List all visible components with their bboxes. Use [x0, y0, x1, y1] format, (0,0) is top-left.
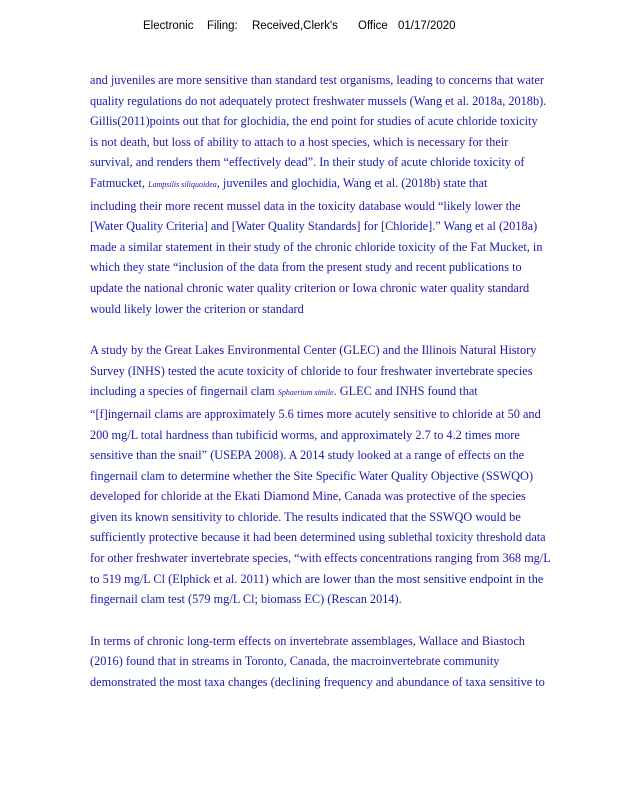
text-line: demonstrated the most taxa changes (declining frequency and abundance of taxa sensitive to	[90, 675, 545, 690]
text-line: quality regulations do not adequately protect freshwater mussels (Wang et al. 2018a, 2018b).	[90, 93, 547, 108]
header-date: 01/17/2020	[398, 20, 456, 32]
text-line: including their more recent mussel data in the toxicity database would “likely lower the	[90, 198, 521, 213]
text-line: In terms of chronic long-term effects on invertebrate assemblages, Wallace and Biastoch	[90, 633, 525, 648]
text-line: “[f]ingernail clams are approximately 5.6 times more acutely sensitive to chloride at 50 and	[90, 406, 541, 421]
text-fragment: . GLEC and INHS found that	[333, 384, 478, 399]
paragraph-fingernail-clam	[90, 340, 595, 610]
text-line: fingernail clam to determine whether the Site Specific Water Quality Objective (SSWQO)	[90, 468, 534, 483]
species-name-italic: Sphaerium simile	[277, 388, 334, 398]
text-fragment: , juveniles and glochidia, Wang et al. (2018b) state that	[216, 175, 488, 190]
header-office: Office	[358, 20, 388, 32]
text-line: sensitive than the snail” (USEPA 2008). A 2014 study looked at a range of effects on the	[90, 448, 525, 463]
text-line: sufficiently protective because it had been determined using sublethal toxicity threshold data	[90, 530, 546, 545]
text-line: Survey (INHS) tested the acute toxicity of chloride to four freshwater invertebrate species	[90, 363, 533, 378]
header-electronic: Electronic	[143, 20, 194, 32]
text-line: A study by the Great Lakes Environmental Center (GLEC) and the Illinois Natural History	[90, 343, 537, 358]
header-filing: Filing:	[207, 20, 238, 32]
text-line: 200 mg/L total hardness than tubificid worms, and approximately 2.7 to 4.2 times more	[90, 427, 520, 442]
text-line: made a similar statement in their study of the chronic chloride toxicity of the Fat Mucket, in	[90, 239, 543, 254]
text-line: developed for chloride at the Ekati Diamond Mine, Canada was protective of the species	[90, 489, 526, 504]
text-line: would likely lower the criterion or standard	[90, 301, 304, 316]
text-fragment: including a species of fingernail clam	[90, 384, 275, 399]
text-line-species	[90, 173, 595, 196]
paragraph-chronic-effects	[90, 631, 595, 693]
text-line: survival, and renders them “effectively dead”. In their study of acute chloride toxicity of	[90, 155, 525, 170]
header-received: Received,Clerk's	[252, 20, 338, 32]
text-line: [Water Quality Criteria] and [Water Quality Standards] for [Chloride].” Wang et al (2018a)	[90, 219, 538, 234]
text-line-species	[90, 381, 595, 404]
text-line: and juveniles are more sensitive than standard test organisms, leading to concerns that water	[90, 73, 544, 87]
text-fragment: Fatmucket,	[90, 175, 145, 190]
text-line: to 519 mg/L Cl (Elphick et al. 2011) which are lower than the most sensitive endpoint in the	[90, 571, 544, 586]
text-line: Gillis(2011)points out that for glochidia, the end point for studies of acute chloride toxicity	[90, 114, 538, 129]
document-body	[90, 70, 595, 693]
text-line: for other freshwater invertebrate species, “with effects concentrations ranging from 368 mg/L	[90, 551, 551, 566]
text-line: (2016) found that in streams in Toronto, Canada, the macroinvertebrate community	[90, 654, 500, 669]
paragraph-mussels	[90, 70, 595, 319]
text-line: given its known sensitivity to chloride. The results indicated that the SSWQO would be	[90, 509, 521, 524]
text-line: update the national chronic water quality criterion or Iowa chronic water quality standard	[90, 280, 530, 295]
text-line: fingernail clam test (579 mg/L Cl; biomass EC) (Rescan 2014).	[90, 592, 402, 607]
text-line: which they state “inclusion of the data from the present study and recent publications to	[90, 260, 522, 275]
species-name-italic: Lampsilis siliquoidea	[148, 179, 217, 189]
text-line: is not death, but loss of ability to attach to a host species, which is necessary for their	[90, 134, 509, 149]
